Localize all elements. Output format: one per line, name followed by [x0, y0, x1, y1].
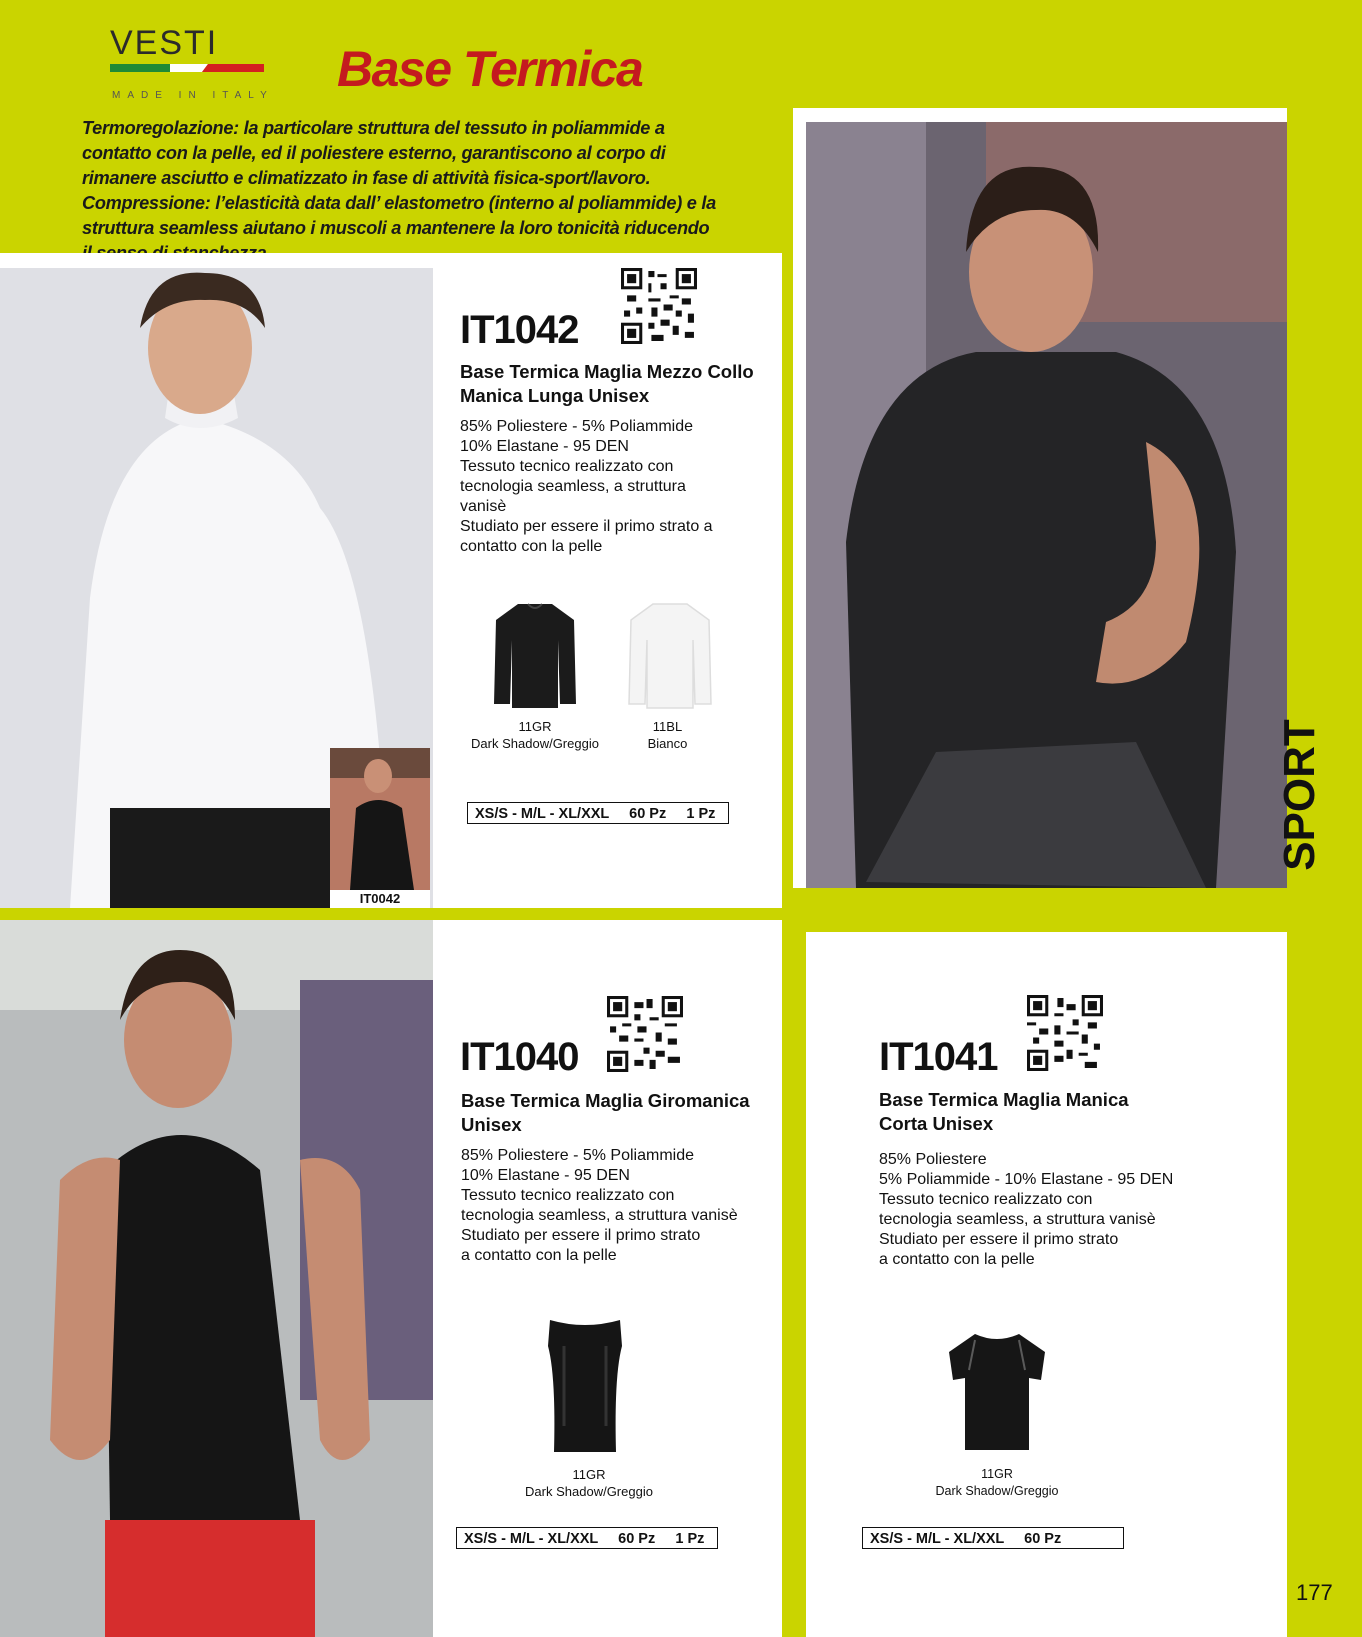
product-description-it1041: 85% Poliestere 5% Poliammide - 10% Elastane - 95 DEN Tessuto tecnico realizzato con tecnologia seamless, a struttura vanisè Studiato per essere il primo strato a contatto con la pelle	[879, 1151, 1174, 1268]
svg-text:VESTI: VESTI	[110, 26, 219, 62]
product-code-it1040: IT1040	[460, 1035, 579, 1079]
swatch-color-name: Dark Shadow/Greggio	[935, 1484, 1059, 1498]
swatch-image-11bl	[625, 600, 715, 710]
swatch-color-name: Dark Shadow/Greggio	[471, 736, 599, 751]
hero-model-photo	[806, 122, 1287, 888]
brand-tagline: MADE IN ITALY	[112, 90, 274, 101]
intro-text: Termoregolazione: la particolare struttura del tessuto in poliammide a contatto con la pelle, ed il poliestere esterno, garantiscono al corpo di rimanere asciutto e climatizzato in fase di attività fisica-sport/lavoro. Compressione: l’elasticità data dall’ elastometro (interno al poliammide) e la struttura seamless aiutano i muscoli a mantenere la loro tonicità riducendo	[82, 118, 716, 238]
swatch-label-11gr	[460, 718, 610, 752]
swatch-code: 11GR	[518, 719, 552, 734]
qr-code-icon[interactable]	[607, 996, 683, 1072]
swatch-color-name: Dark Shadow/Greggio	[525, 1484, 653, 1499]
swatch-label-11gr	[509, 1466, 669, 1500]
product-name-it1042: Base Termica Maglia Mezzo Collo Manica Lunga Unisex	[460, 361, 754, 406]
swatch-color-name: Bianco	[647, 736, 688, 751]
size-pack-box-it1042: XS/S - M/L - XL/XXL 60 Pz 1 Pz	[467, 802, 729, 824]
swatch-label-11bl	[615, 718, 720, 752]
section-label: SPORT	[1275, 719, 1324, 871]
swatch-code: 11GR	[572, 1467, 606, 1482]
qr-code-icon[interactable]	[1027, 995, 1103, 1071]
product-description-it1040: 85% Poliestere - 5% Poliammide 10% Elastane - 95 DEN Tessuto tecnico realizzato con tecnologia seamless, a struttura vanisè Studiato per essere il primo strato a contatto con la pelle	[461, 1147, 738, 1264]
product-name-it1041: Base Termica Maglia Manica Corta Unisex	[879, 1089, 1129, 1134]
related-code-label: IT0042	[330, 890, 430, 908]
qr-code-icon[interactable]	[621, 268, 697, 344]
swatch-image-11gr	[542, 1316, 628, 1452]
product-code-it1041: IT1041	[879, 1035, 998, 1079]
page-title: Base Termica	[337, 41, 643, 97]
size-pack-box-it1041: XS/S - M/L - XL/XXL 60 Pz	[862, 1527, 1124, 1549]
swatch-label-11gr	[917, 1466, 1077, 1500]
product-description-it1042: 85% Poliestere - 5% Poliammide 10% Elastane - 95 DEN Tessuto tecnico realizzato con tecnologia seamless, a struttura vanisè Studiato per essere il primo strato a contatto con la pelle	[460, 418, 713, 555]
product-code-it1042: IT1042	[460, 308, 579, 352]
model-photo-it1040	[0, 920, 433, 1637]
page-number: 177	[1296, 1580, 1333, 1605]
swatch-code: 11BL	[652, 719, 683, 734]
swatch-image-11gr	[490, 600, 580, 710]
swatch-image-11gr	[945, 1330, 1049, 1452]
product-name-it1040: Base Termica Maglia Giromanica Unisex	[461, 1090, 750, 1135]
related-photo-it0042	[330, 748, 430, 890]
size-pack-box-it1040: XS/S - M/L - XL/XXL 60 Pz 1 Pz	[456, 1527, 718, 1549]
swatch-code: 11GR	[981, 1467, 1013, 1481]
